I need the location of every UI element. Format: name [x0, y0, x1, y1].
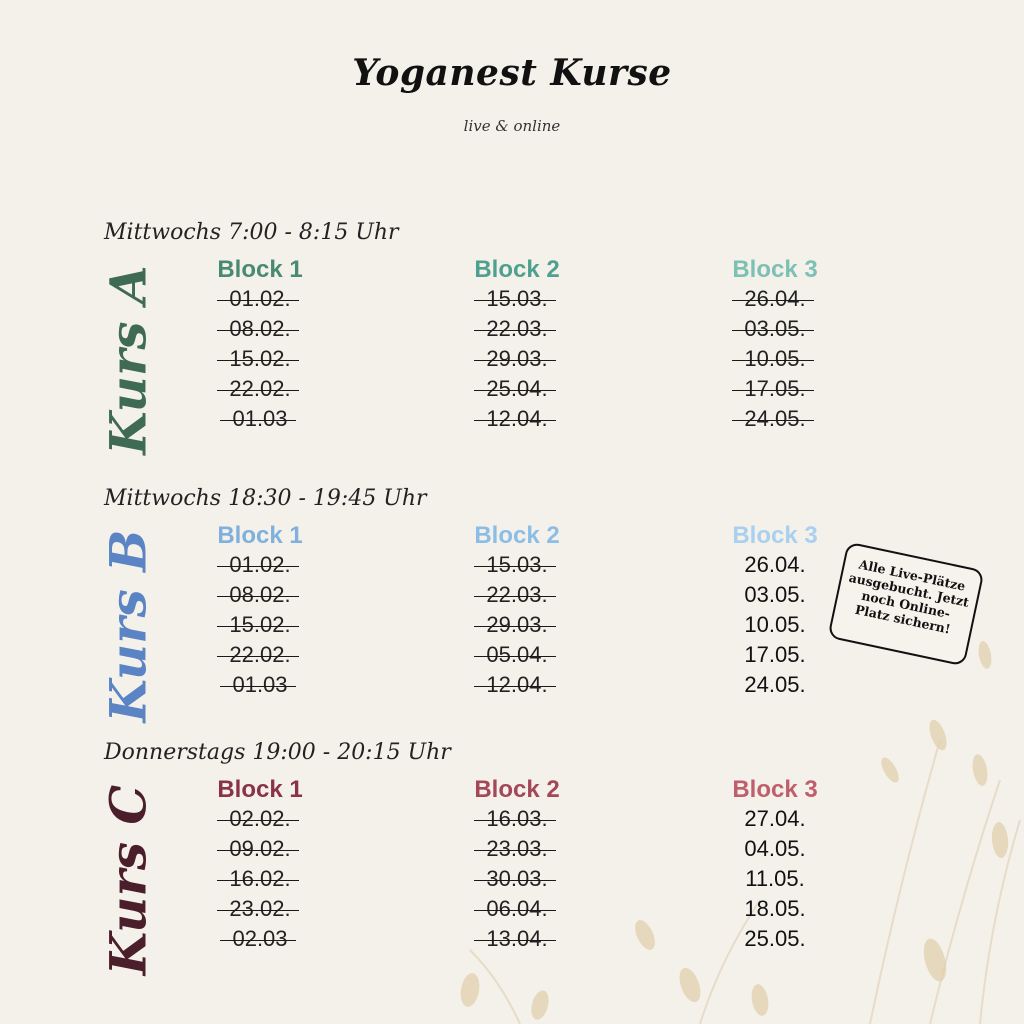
date-available: 18.05. [744, 896, 806, 921]
course-section [0, 740, 1024, 980]
date-booked: 26.04. [695, 284, 855, 314]
course-name-label: Kurs B [98, 529, 158, 723]
block-column [180, 522, 340, 700]
block-column [695, 256, 855, 434]
block-column [695, 522, 855, 700]
date-booked: 03.05. [695, 314, 855, 344]
date-booked: 09.02. [180, 834, 340, 864]
date-booked: 06.04. [437, 894, 597, 924]
block-column [180, 776, 340, 954]
date-booked: 01.03 [180, 404, 340, 434]
date-available: 17.05. [744, 642, 806, 667]
block-column [437, 776, 597, 954]
date-booked: 12.04. [437, 670, 597, 700]
date-booked: 08.02. [180, 580, 340, 610]
date-booked: 23.03. [437, 834, 597, 864]
date-booked: 25.04. [437, 374, 597, 404]
date-booked: 30.03. [437, 864, 597, 894]
block-heading: Block 3 [732, 522, 818, 549]
date-booked: 15.02. [180, 610, 340, 640]
date-available: 27.04. [744, 806, 806, 831]
date-booked: 22.02. [180, 374, 340, 404]
date-booked: 02.02. [180, 804, 340, 834]
date-booked: 23.02. [180, 894, 340, 924]
block-column [437, 522, 597, 700]
date-available: 24.05. [744, 672, 806, 697]
block-heading: Block 3 [732, 256, 818, 283]
date-available: 04.05. [744, 836, 806, 861]
date-booked: 05.04. [437, 640, 597, 670]
date-booked: 02.03 [180, 924, 340, 954]
date-booked: 16.03. [437, 804, 597, 834]
date-booked: 10.05. [695, 344, 855, 374]
date-booked: 29.03. [437, 610, 597, 640]
block-column [695, 776, 855, 954]
block-heading: Block 1 [217, 522, 303, 549]
date-booked: 17.05. [695, 374, 855, 404]
block-heading: Block 1 [217, 256, 303, 283]
sold-out-badge: Alle Live-Plätze ausgebucht. Jetzt noch Online-Platz sichern! [827, 542, 984, 667]
course-time: Mittwochs 18:30 - 19:45 Uhr [104, 486, 427, 511]
block-column [180, 256, 340, 434]
block-heading: Block 2 [474, 776, 560, 803]
date-available: 03.05. [744, 582, 806, 607]
date-booked: 24.05. [695, 404, 855, 434]
date-booked: 29.03. [437, 344, 597, 374]
block-heading: Block 3 [732, 776, 818, 803]
date-booked: 08.02. [180, 314, 340, 344]
block-heading: Block 2 [474, 522, 560, 549]
block-column [437, 256, 597, 434]
date-booked: 22.03. [437, 580, 597, 610]
date-booked: 13.04. [437, 924, 597, 954]
date-booked: 12.04. [437, 404, 597, 434]
course-time: Donnerstags 19:00 - 20:15 Uhr [104, 740, 451, 765]
date-available: 10.05. [744, 612, 806, 637]
page-subtitle: live & online [463, 117, 561, 135]
date-booked: 01.02. [180, 550, 340, 580]
date-booked: 22.02. [180, 640, 340, 670]
course-time: Mittwochs 7:00 - 8:15 Uhr [104, 220, 399, 245]
block-heading: Block 2 [474, 256, 560, 283]
page-title: Yoganest Kurse [352, 52, 672, 94]
date-available: 26.04. [744, 552, 806, 577]
course-section [0, 220, 1024, 460]
date-available: 25.05. [744, 926, 806, 951]
date-available: 11.05. [745, 866, 805, 891]
date-booked: 16.02. [180, 864, 340, 894]
date-booked: 22.03. [437, 314, 597, 344]
course-name-label: Kurs A [98, 265, 158, 455]
date-booked: 01.03 [180, 670, 340, 700]
block-heading: Block 1 [217, 776, 303, 803]
date-booked: 01.02. [180, 284, 340, 314]
date-booked: 15.03. [437, 550, 597, 580]
course-name-label: Kurs C [98, 784, 158, 976]
date-booked: 15.02. [180, 344, 340, 374]
date-booked: 15.03. [437, 284, 597, 314]
